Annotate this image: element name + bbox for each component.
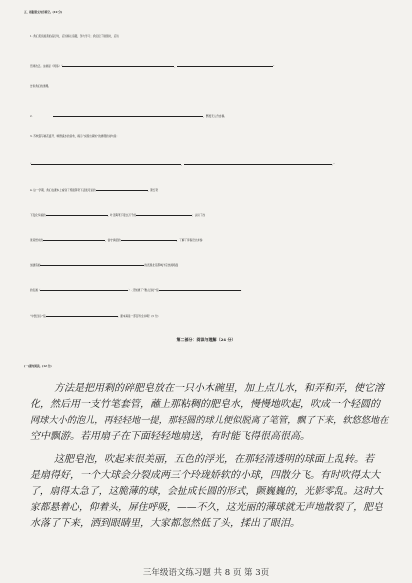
q1-text: 迅速改正。这就是《周易》“ xyxy=(30,65,63,68)
q2-blank[interactable] xyxy=(53,106,203,117)
q4-text-5: ；认识了改 xyxy=(192,214,206,217)
q4-blank-5[interactable] xyxy=(121,230,177,241)
reading-line-3: 网球大小的泡儿，再轻轻地一提，那轻圆的球儿便似脱离了笔管，飘了下来，软悠悠地在 xyxy=(30,415,389,426)
q2-line xyxy=(0,106,412,123)
q4-text-10: 的表现北宋都城汴京热闹场面 xyxy=(144,264,179,267)
q4-text-9: 加建造的 xyxy=(30,264,41,267)
q3-blank-1[interactable] xyxy=(31,154,181,165)
q3-line-1: 3. 苏轼借写桃花盛开、鸭群溪水的景象，揭示“实践出真知”的道理的诗句是： xyxy=(30,135,119,138)
q4-line-3 xyxy=(0,230,412,247)
q1-line-3: 告诉我们的道理。 xyxy=(30,85,51,88)
q4-text-2: ，萧红笔 xyxy=(147,189,158,192)
q2-text: ，野渡无人舟自横。 xyxy=(203,115,227,118)
q4-line-6 xyxy=(0,306,412,323)
q3-open-quote: “ xyxy=(30,163,32,166)
q4-line-4 xyxy=(0,255,412,272)
q4-blank-6[interactable] xyxy=(40,255,144,266)
q4-text-11: 的名画（ xyxy=(30,289,41,292)
q3-blank-2[interactable] xyxy=(184,154,332,165)
page-footer: 三年级语文练习题 共 8 页 第 3页 xyxy=(142,568,270,578)
section5-heading: 五、根据课文内容填空。(10 分) xyxy=(24,11,63,14)
q4-line-1 xyxy=(0,180,412,197)
reading-line-4: 空中飘游。若用扇子在下面轻轻地扇送，有时能飞得很高很高。 xyxy=(30,431,310,442)
q4-blank-7[interactable] xyxy=(40,280,128,291)
q3-comma: ， xyxy=(181,163,184,166)
q1-blank-2[interactable] xyxy=(177,56,273,67)
q4-blank-4[interactable] xyxy=(43,230,105,241)
q1-blank-1[interactable] xyxy=(62,56,174,67)
q1-line-2: 迅速改正。这就是《周易》“ ， ” xyxy=(0,56,412,73)
part2-subtitle: (一)课内阅读。(12 分) xyxy=(24,365,52,368)
q4-blank-1[interactable] xyxy=(96,180,148,191)
q4-text-12: ）. 还知道了“雅人四好”指 xyxy=(128,289,159,292)
reading-line-7: 了，扇得太急了，这脆薄的球，会扯成长圆的形式，颤巍巍的，光影零乱。这时大 xyxy=(30,486,383,497)
q3-close: 。” xyxy=(331,163,335,166)
q2-number: 2. xyxy=(30,115,33,118)
q4-line-2 xyxy=(0,205,412,222)
reading-line-8: 家都悬着心，仰着头，屏住呼吸，——不久，这光丽的薄球就无声地散裂了，肥皂 xyxy=(30,502,383,513)
q4-line-5: 的名画（ ）. 还知道了“雅人四好”指 . xyxy=(0,280,412,297)
reading-line-9: 水落了下来，洒到眼睛里，大家都忽然低了头，揉出了眼泪。 xyxy=(30,518,300,529)
q4-blank-3[interactable] xyxy=(136,205,192,216)
q4-text-14: 。课本真是一部百科全书啊！(5 分) xyxy=(117,315,159,318)
q4-text-1: 4. 这一学期，我们在课本上看到了郑振铎笔下活泼可爱的 xyxy=(30,189,96,192)
q4-blank-2[interactable] xyxy=(46,205,108,216)
q4-blank-8[interactable] xyxy=(159,280,241,291)
part2-title: 第二部分：阅读与理解（24 分） xyxy=(176,337,236,342)
q3-line-2 xyxy=(0,154,412,171)
q4-text-3: 下变化多端的 xyxy=(30,214,46,217)
q1-comma: ， xyxy=(174,65,178,68)
q4-text-6: 进造纸术的 xyxy=(30,239,43,242)
q4-text-4: ，叶圣陶笔下姿态万千的 xyxy=(107,214,137,217)
q4-text-7: ，信守承诺的 xyxy=(104,239,121,242)
reading-line-6: 是扇得好，一个大球会分裂成两三个玲珑娇软的小球，四散分飞。有时吹得太大 xyxy=(30,470,380,481)
reading-line-2: 化，然后用一支竹笔套管，蘸上那粘稠的肥皂水，慢慢地吹起，吹成一个轻圆的 xyxy=(30,399,380,410)
q4-text-8: ，了解了李春设计并参 xyxy=(176,239,203,242)
reading-line-1: 方法是把用剩的碎肥皂放在一只小木碗里，加上点儿水，和弄和弄，使它溶 xyxy=(54,383,384,394)
q4-text-13: “中医四诊”指 xyxy=(30,315,46,318)
q4-blank-9[interactable] xyxy=(46,306,118,317)
q1-line-1: 1. 我们见到美善的品行时，应该倾心追随，努力学习；我们犯了错误时，应该 xyxy=(30,35,119,38)
reading-line-5: 这肥皂泡，吹起来很美丽，五色的浮光，在那轻清透明的球面上乱转。若 xyxy=(54,454,374,465)
